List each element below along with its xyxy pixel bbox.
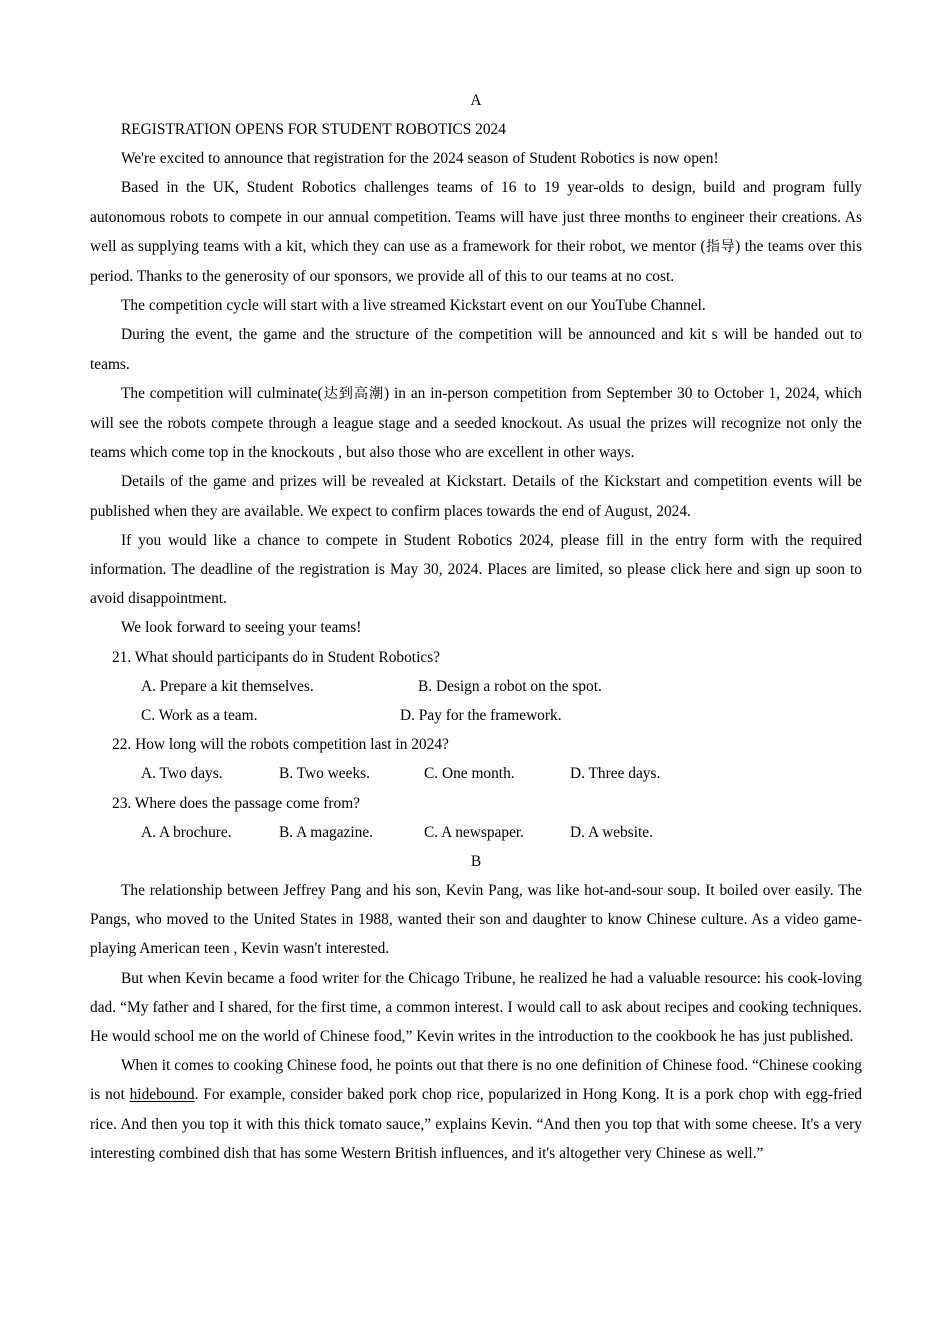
passage-b-paragraph-1: The relationship between Jeffrey Pang and his son, Kevin Pang, was like hot-and-sour soup. It boiled over easily. The Pangs, who moved to the United States in 1988, wanted their son and daughter to know Chinese culture. As a video game-playing American teen , Kevin wasn't interested. bbox=[90, 882, 862, 958]
question-23-options-row bbox=[90, 818, 862, 847]
passage-a-title: REGISTRATION OPENS FOR STUDENT ROBOTICS 2024 bbox=[121, 121, 506, 138]
question-22-option-d[interactable]: D. Three days. bbox=[570, 765, 661, 783]
question-21-option-d[interactable]: D. Pay for the framework. bbox=[400, 707, 562, 725]
question-23-option-b[interactable]: B. A magazine. bbox=[279, 823, 374, 841]
question-22-option-c[interactable]: C. One month. bbox=[424, 765, 515, 783]
question-21 bbox=[90, 643, 862, 731]
passage-b-hidebound-underlined-word: hidebound bbox=[129, 1086, 195, 1104]
passage-a-paragraph-1: We're excited to announce that registration for the 2024 season of Student Robotics is now open! bbox=[121, 150, 719, 168]
question-22-option-a[interactable]: A. Two days. bbox=[141, 765, 223, 783]
question-21-option-a[interactable]: A. Prepare a kit themselves. bbox=[141, 677, 314, 695]
question-21-stem: 21. What should participants do in Student Robotics? bbox=[112, 648, 441, 666]
question-21-options-row-1 bbox=[90, 672, 862, 701]
question-23-option-a[interactable]: A. A brochure. bbox=[141, 823, 232, 841]
question-22-stem: 22. How long will the robots competition last in 2024? bbox=[112, 736, 449, 754]
passage-b bbox=[90, 847, 862, 1168]
passage-b-paragraph-2: But when Kevin became a food writer for the Chicago Tribune, he realized he had a valuable resource: his cook-loving dad. “My father and I shared, for the first time, a common interest. I would call to ask about recipes and cooking techniques. He would school me on the world of Chinese food,” Kevin writes in the introduction to the cookbook he has just published. bbox=[90, 969, 862, 1046]
passage-a-paragraph-based bbox=[90, 173, 862, 291]
top-margin-spacer bbox=[90, 0, 862, 86]
question-22-option-b[interactable]: B. Two weeks. bbox=[279, 765, 370, 783]
passage-a-paragraph-6: We look forward to seeing your teams! bbox=[121, 619, 362, 637]
passage-a-section-letter: A bbox=[470, 92, 482, 109]
passage-a-paragraph-5: If you would like a chance to compete in Student Robotics 2024, please fill in the entry form with the required information. The deadline of the registration is May 30, 2024. Places are limited, so please click here and sign up soon to avoid disappointment. bbox=[90, 531, 862, 608]
passage-a-paragraph-culminate bbox=[90, 379, 862, 468]
passage-a-culminate-gloss: 达到高潮 bbox=[322, 385, 385, 402]
passage-b-section-letter: B bbox=[470, 853, 482, 871]
passage-a-based-part1: Based in the UK, Student Robotics challenges teams of 16 to 19 year-olds to design, build and program fully autonomous robots to compete in our annual competition. Teams will have just three months to engineer their creations. As well as supplying teams with a kit, which they can use as a framework for their robot, we mentor ( bbox=[90, 179, 862, 255]
passage-b-paragraph-hidebound bbox=[90, 1051, 862, 1168]
document-page bbox=[90, 0, 862, 1344]
question-21-option-c[interactable]: C. Work as a team. bbox=[141, 707, 258, 725]
passage-b-hidebound-part2: . For example, consider baked pork chop rice, popularized in Hong Kong. It is a pork chop with egg-fried rice. And then you top it with this thick tomato sauce,” explains Kevin. “And then you top that with some cheese. It's a very interesting combined dish that has some Western British influences, and it's altogether very Chinese as well.” bbox=[90, 1086, 862, 1162]
passage-a-paragraph-2: The competition cycle will start with a live streamed Kickstart event on our YouTube Channel. bbox=[121, 297, 706, 315]
question-22 bbox=[90, 730, 862, 788]
question-21-options-row-2 bbox=[90, 701, 862, 730]
passage-a-culminate-part1: The competition will culminate( bbox=[121, 384, 323, 402]
passage-a-paragraph-4: Details of the game and prizes will be revealed at Kickstart. Details of the Kickstart and competition events will be published when they are available. We expect to confirm places towards the end of August, 2024. bbox=[90, 473, 862, 520]
passage-a-paragraph-3: During the event, the game and the structure of the competition will be announced and kit s will be handed out to teams. bbox=[90, 326, 862, 373]
question-23 bbox=[90, 789, 862, 847]
passage-a-based-gloss: 指导 bbox=[705, 238, 736, 255]
question-21-option-b[interactable]: B. Design a robot on the spot. bbox=[418, 677, 602, 695]
question-23-option-d[interactable]: D. A website. bbox=[570, 823, 653, 841]
question-22-options-row bbox=[90, 759, 862, 788]
passage-a-culminate-part2: ) in an in-person competition from September 30 to October 1, 2024, which will see the robots compete through a league stage and a seeded knockout. As usual the prizes will recognize not only the teams which come top in the knockouts , but also those who are excellent in other ways. bbox=[90, 384, 862, 462]
passage-b-hidebound-part1: When it comes to cooking Chinese food, he points out that there is no one definition of Chinese food. “Chinese cooking is not bbox=[90, 1057, 862, 1104]
passage-a-based-part2: ) the teams over this period. Thanks to the generosity of our sponsors, we provide all of this to our teams at no cost. bbox=[90, 237, 862, 286]
passage-a bbox=[90, 86, 862, 643]
question-23-option-c[interactable]: C. A newspaper. bbox=[424, 823, 525, 841]
question-23-stem: 23. Where does the passage come from? bbox=[112, 794, 361, 812]
